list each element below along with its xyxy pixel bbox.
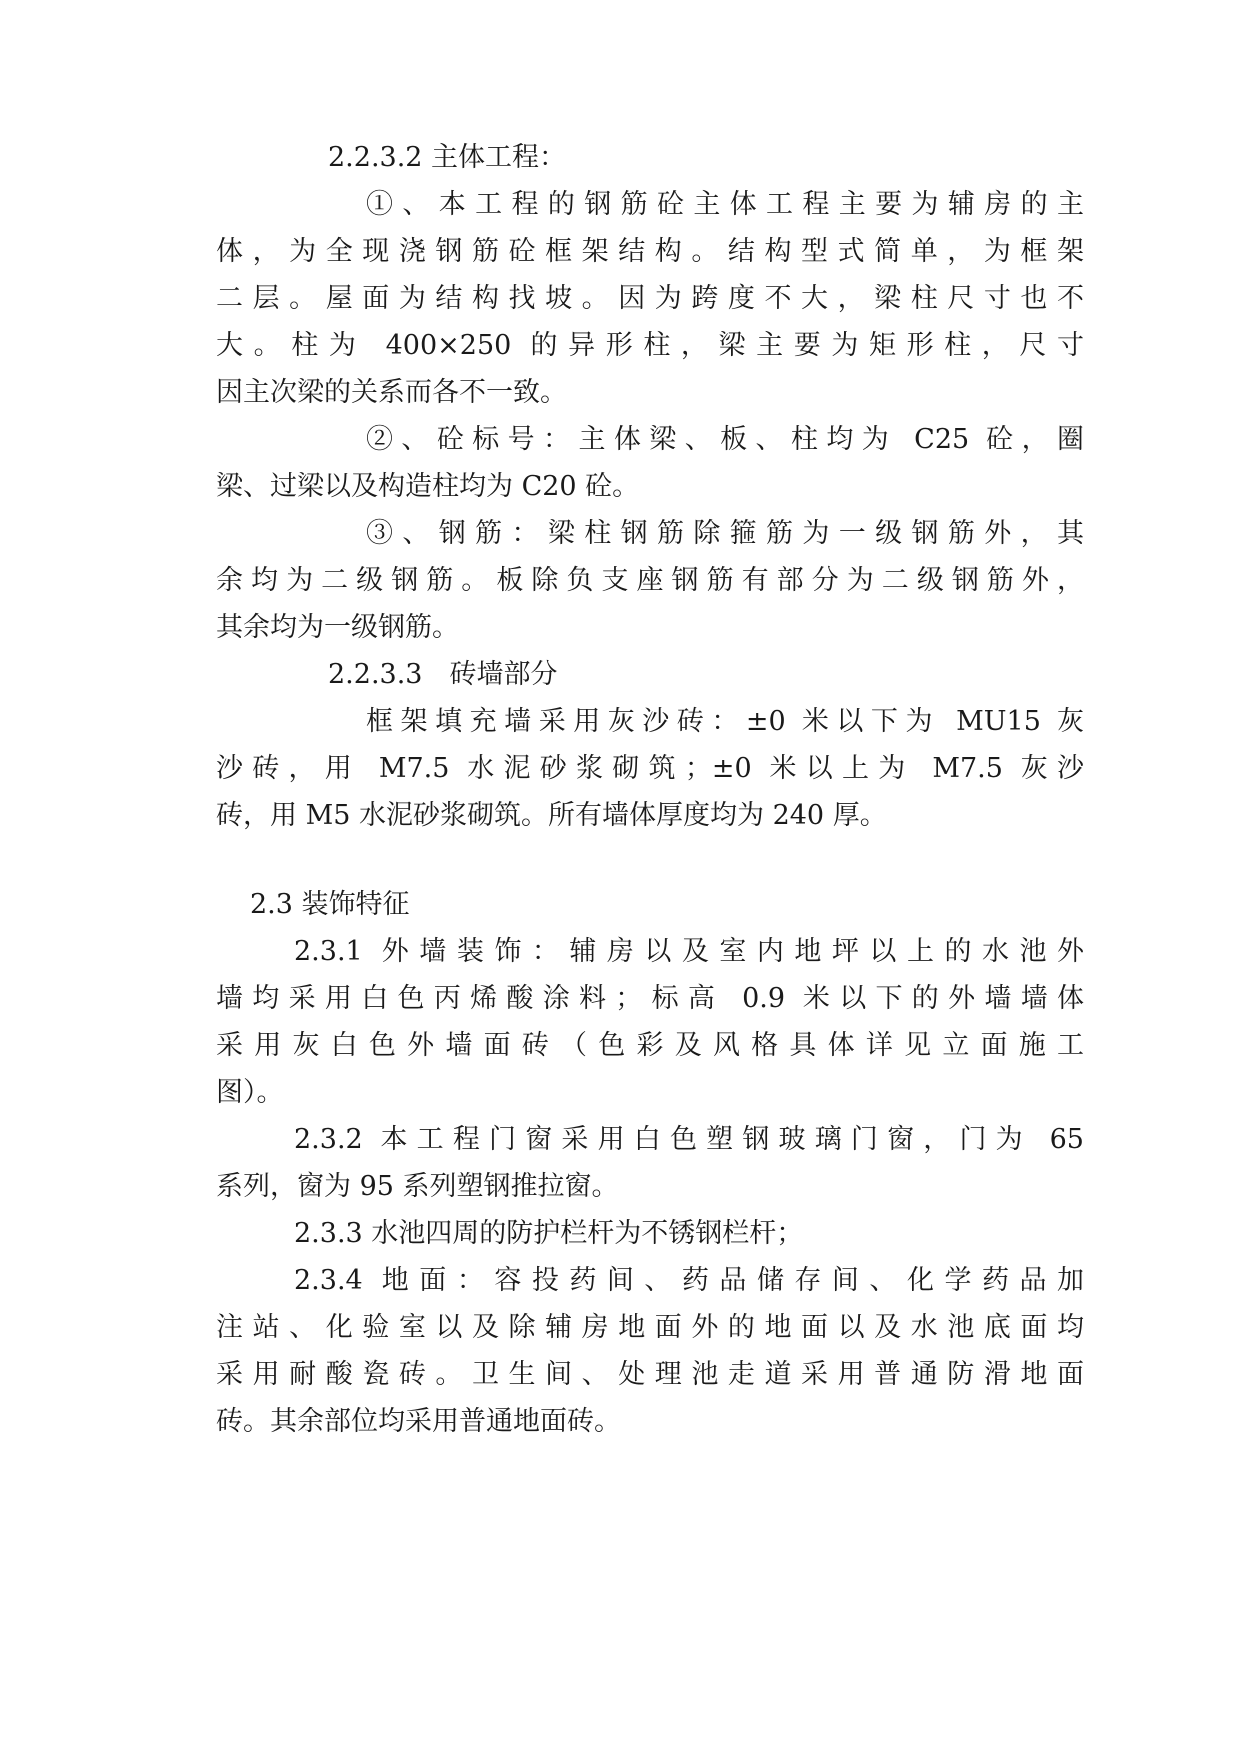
paragraph-line: 2.3.4 地面：容投药间、药品储存间、化学药品加 xyxy=(294,1265,1084,1296)
paragraph-line: 砖。其余部位均采用普通地面砖。 xyxy=(216,1406,621,1437)
paragraph-line: 采用耐酸瓷砖。卫生间、处理池走道采用普通防滑地面 xyxy=(216,1359,1084,1390)
heading-2-3: 2.3 装饰特征 xyxy=(250,889,410,920)
paragraph-line: 余均为二级钢筋。板除负支座钢筋有部分为二级钢筋外， xyxy=(216,565,1084,596)
heading-2-2-3-3: 2.2.3.3 砖墙部分 xyxy=(328,659,558,690)
paragraph-line: 梁、过梁以及构造柱均为 C20 砼。 xyxy=(216,471,640,502)
paragraph-line: 系列，窗为 95 系列塑钢推拉窗。 xyxy=(216,1171,619,1202)
paragraph-line: 采用灰白色外墙面砖（色彩及风格具体详见立面施工 xyxy=(216,1030,1084,1061)
paragraph-line: 框架填充墙采用灰沙砖：±0 米以下为 MU15 灰 xyxy=(366,706,1084,737)
paragraph-line: ①、本工程的钢筋砼主体工程主要为辅房的主 xyxy=(366,189,1084,220)
heading-2-2-3-2: 2.2.3.2 主体工程： xyxy=(328,142,567,173)
paragraph-line: 2.3.3 水池四周的防护栏杆为不锈钢栏杆； xyxy=(294,1218,804,1249)
paragraph-line: 2.3.1 外墙装饰：辅房以及室内地坪以上的水池外 xyxy=(294,936,1084,967)
paragraph-line: 图）。 xyxy=(216,1077,284,1108)
paragraph-line: 其余均为一级钢筋。 xyxy=(216,612,459,643)
paragraph-line: 因主次梁的关系而各不一致。 xyxy=(216,377,567,408)
paragraph-line: 砖，用 M5 水泥砂浆砌筑。所有墙体厚度均为 240 厚。 xyxy=(216,800,887,831)
paragraph-line: ③、钢筋：梁柱钢筋除箍筋为一级钢筋外，其 xyxy=(366,518,1084,549)
paragraph-line: 二层。屋面为结构找坡。因为跨度不大，梁柱尺寸也不 xyxy=(216,283,1084,314)
paragraph-line: 沙砖，用 M7.5 水泥砂浆砌筑；±0 米以上为 M7.5 灰沙 xyxy=(216,753,1084,784)
paragraph-line: 注站、化验室以及除辅房地面外的地面以及水池底面均 xyxy=(216,1312,1084,1343)
paragraph-line: 墙均采用白色丙烯酸涂料；标高 0.9 米以下的外墙墙体 xyxy=(216,983,1084,1014)
paragraph-line: 大。柱为 400×250 的异形柱，梁主要为矩形柱，尺寸 xyxy=(216,330,1084,361)
paragraph-line: 体，为全现浇钢筋砼框架结构。结构型式简单，为框架 xyxy=(216,236,1084,267)
paragraph-line: 2.3.2 本工程门窗采用白色塑钢玻璃门窗，门为 65 xyxy=(294,1124,1084,1155)
paragraph-line: ②、砼标号：主体梁、板、柱均为 C25 砼，圈 xyxy=(366,424,1084,455)
